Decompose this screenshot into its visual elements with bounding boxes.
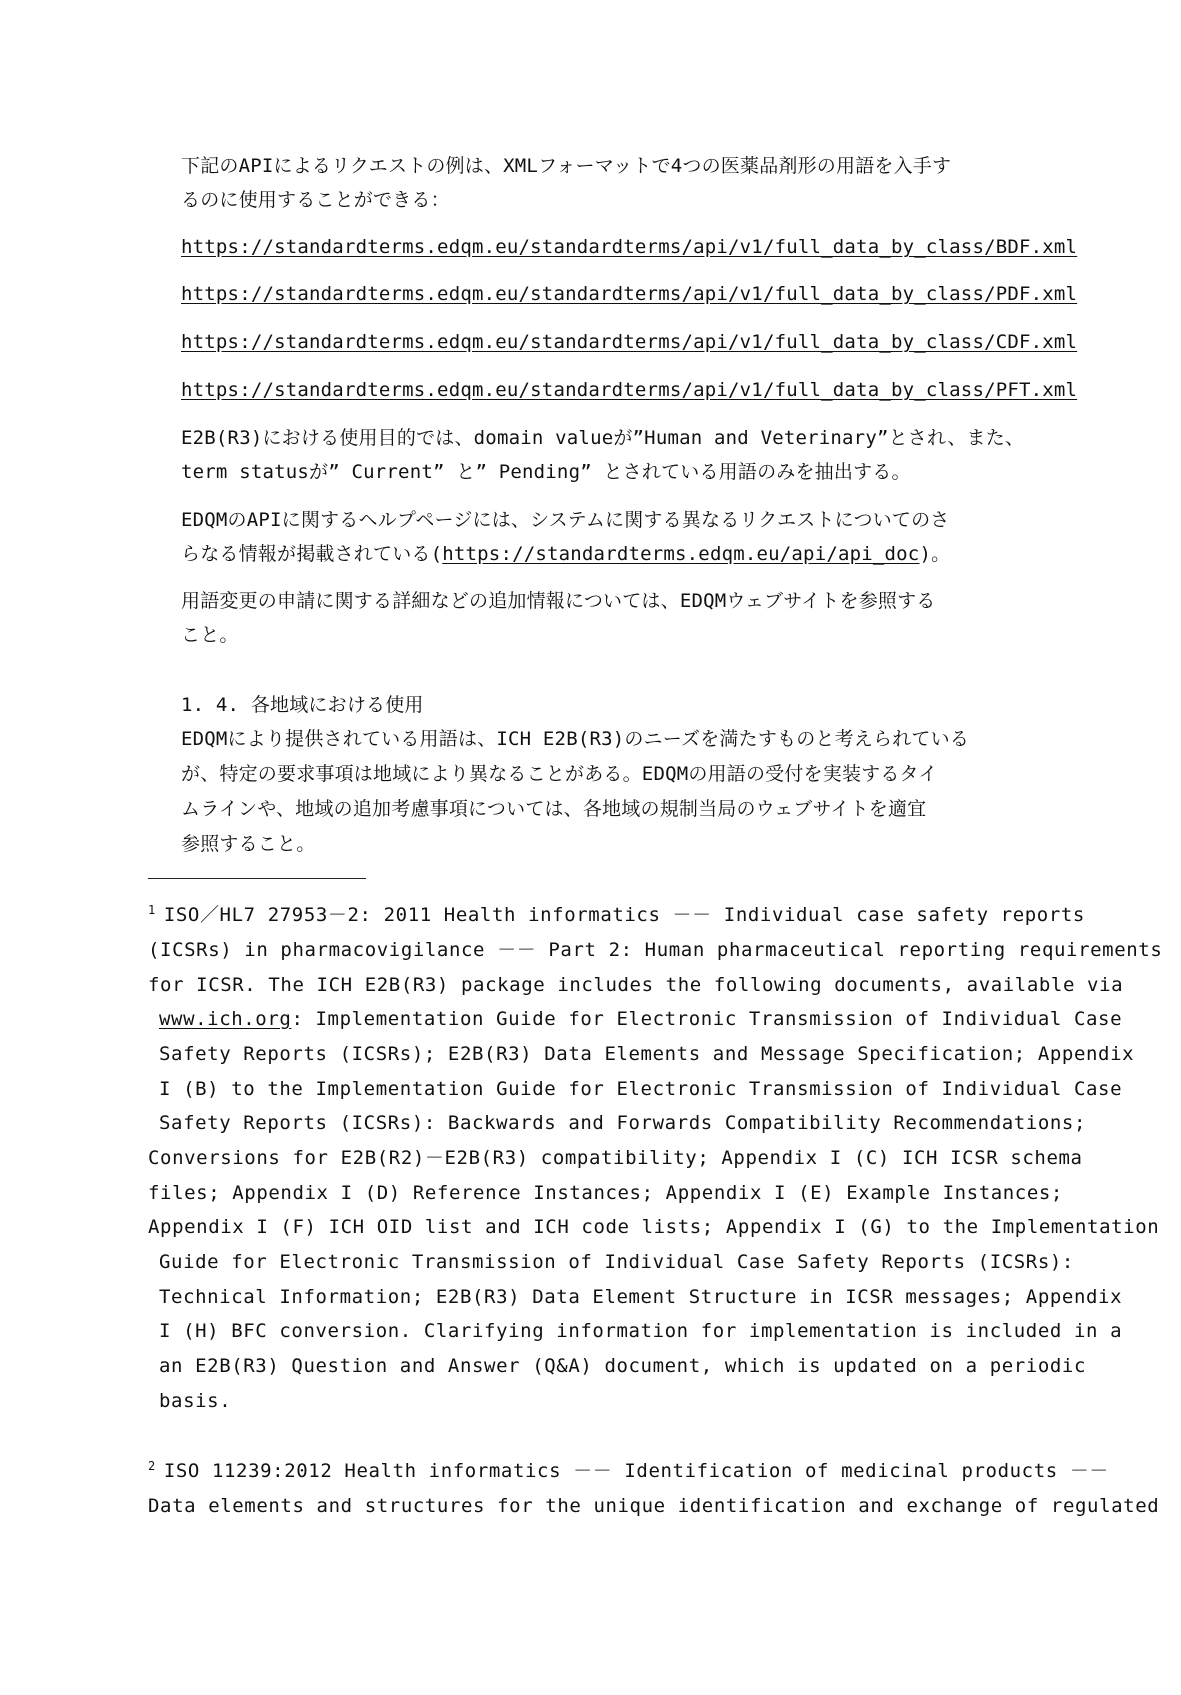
footnote-1-line-10: Appendix I (F) ICH OID list and ICH code lists; Appendix I (G) to the Implementation xyxy=(148,1216,1160,1238)
help-suffix: )。 xyxy=(919,543,951,565)
section-line-4: 参照すること。 xyxy=(181,833,316,855)
footnote-1-text: ISO／HL7 27953－2: 2011 Health informatics －－ Individual case safety reports xyxy=(163,904,1085,926)
help-paragraph-line-2 xyxy=(181,541,950,567)
footnote-1-line-8: Conversions for E2B(R2)－E2B(R3) compatibility; Appendix I (C) ICH ICSR schema xyxy=(148,1147,1083,1169)
footnote-2-line-2: Data elements and structures for the unique identification and exchange of regulated xyxy=(148,1495,1160,1517)
footnote-2-line-1 xyxy=(148,1458,1109,1484)
footnote-1-line-5: Safety Reports (ICSRs); E2B(R3) Data Elements and Message Specification; Appendix xyxy=(159,1043,1135,1065)
footnote-1-marker: 1 xyxy=(148,902,156,917)
footnote-1-line-2: (ICSRs) in pharmacovigilance －－ Part 2: Human pharmaceutical reporting requirements xyxy=(148,939,1163,961)
help-prefix: らなる情報が掲載されている( xyxy=(181,543,443,565)
ich-org-link[interactable]: www.ich.org xyxy=(159,1008,292,1030)
footnote-1-line-13: I (H) BFC conversion. Clarifying information for implementation is included in a xyxy=(159,1320,1123,1342)
api-link-cdf[interactable]: https://standardterms.edqm.eu/standardterms/api/v1/full_data_by_class/CDF.xml xyxy=(181,331,1078,353)
e2b-paragraph-line-2: term statusが” Current” と” Pending” とされている用語のみを抽出する。 xyxy=(181,461,911,483)
api-doc-link[interactable]: https://standardterms.edqm.eu/api/api_doc xyxy=(442,543,920,565)
section-line-2: が、特定の要求事項は地域により異なることがある。EDQMの用語の受付を実装するタイ xyxy=(181,763,938,785)
api-link-pdf[interactable]: https://standardterms.edqm.eu/standardterms/api/v1/full_data_by_class/PDF.xml xyxy=(181,283,1078,305)
footnote-1-line-12: Technical Information; E2B(R3) Data Element Structure in ICSR messages; Appendix xyxy=(159,1286,1123,1308)
section-heading: 1. 4. 各地域における使用 xyxy=(181,694,424,716)
help-paragraph-line-1: EDQMのAPIに関するヘルプページには、システムに関する異なるリクエストについてのさ xyxy=(181,509,950,531)
intro-paragraph-line-1: 下記のAPIによるリクエストの例は、XMLフォーマットで4つの医薬品剤形の用語を入手す xyxy=(181,155,952,177)
footnote-1-line-7: Safety Reports (ICSRs): Backwards and Forwards Compatibility Recommendations; xyxy=(159,1112,1086,1134)
footnote-1-line-3: for ICSR. The ICH E2B(R3) package includes the following documents, available via xyxy=(148,974,1124,996)
footnote-1-line-4 xyxy=(159,1006,1122,1032)
footnote-1-line-9: files; Appendix I (D) Reference Instances; Appendix I (E) Example Instances; xyxy=(148,1182,1063,1204)
footnote-1-line-1 xyxy=(148,902,1085,928)
footnote-separator xyxy=(148,878,366,879)
footnote-1-line-4-text: : Implementation Guide for Electronic Transmission of Individual Case xyxy=(291,1008,1123,1030)
footnote-1-line-15: basis. xyxy=(159,1390,232,1412)
footnote-2-marker: 2 xyxy=(148,1458,156,1473)
section-line-3: ムラインや、地域の追加考慮事項については、各地域の規制当局のウェブサイトを適宜 xyxy=(181,798,927,820)
api-link-bdf[interactable]: https://standardterms.edqm.eu/standardterms/api/v1/full_data_by_class/BDF.xml xyxy=(181,236,1078,258)
footnote-1-line-14: an E2B(R3) Question and Answer (Q&A) document, which is updated on a periodic xyxy=(159,1355,1086,1377)
more-info-line-1: 用語変更の申請に関する詳細などの追加情報については、EDQMウェブサイトを参照する xyxy=(181,590,936,612)
footnote-1-line-11: Guide for Electronic Transmission of Individual Case Safety Reports (ICSRs): xyxy=(159,1251,1074,1273)
footnote-1-line-6: I (B) to the Implementation Guide for Electronic Transmission of Individual Case xyxy=(159,1078,1123,1100)
footnote-2-text: ISO 11239:2012 Health informatics －－ Identification of medicinal products －－ xyxy=(163,1460,1110,1482)
api-link-pft[interactable]: https://standardterms.edqm.eu/standardterms/api/v1/full_data_by_class/PFT.xml xyxy=(181,379,1078,401)
intro-paragraph-line-2: るのに使用することができる： xyxy=(181,189,450,211)
section-line-1: EDQMにより提供されている用語は、ICH E2B(R3)のニーズを満たすものと考えられている xyxy=(181,728,970,750)
more-info-line-2: こと。 xyxy=(181,624,239,646)
e2b-paragraph-line-1: E2B(R3)における使用目的では、domain valueが”Human and Veterinary”とされ、また、 xyxy=(181,427,1025,449)
